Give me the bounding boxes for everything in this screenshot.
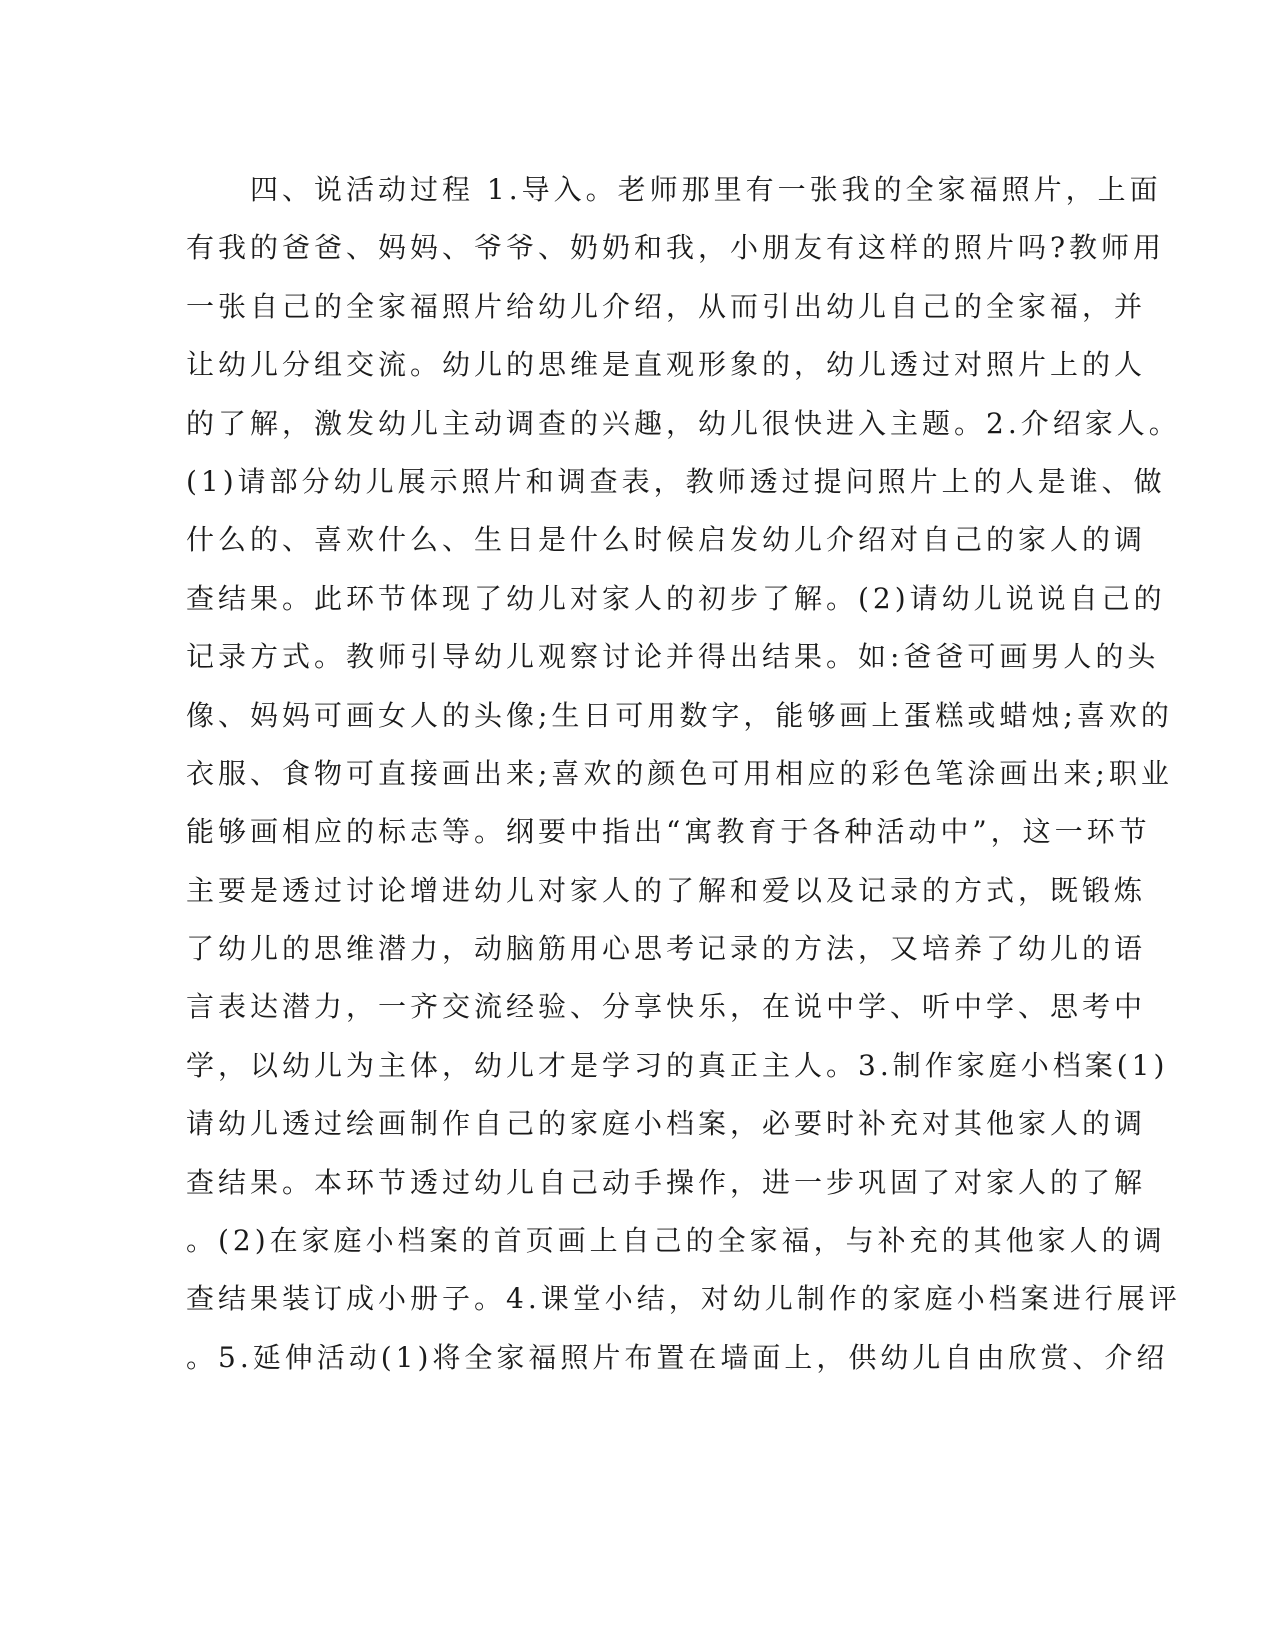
text-line: 查结果。本环节透过幼儿自己动手操作，进一步巩固了对家人的了解 [186,1165,1147,1199]
text-line: 有我的爸爸、妈妈、爷爷、奶奶和我，小朋友有这样的照片吗?教师用 [186,231,1166,265]
text-line: (1)请部分幼儿展示照片和调查表，教师透过提问照片上的人是谁、做 [186,464,1166,498]
text-line: 让幼儿分组交流。幼儿的思维是直观形象的，幼儿透过对照片上的人 [186,348,1147,382]
text-line: 一张自己的全家福照片给幼儿介绍，从而引出幼儿自己的全家福，并 [186,289,1147,323]
text-line: 衣服、食物可直接画出来;喜欢的颜色可用相应的彩色笔涂画出来;职业 [186,756,1173,790]
text-line: 。(2)在家庭小档案的首页画上自己的全家福，与补充的其他家人的调 [186,1224,1166,1258]
text-line: 能够画相应的标志等。纲要中指出“寓教育于各种活动中”，这一环节 [186,815,1151,849]
text-line: 的了解，激发幼儿主动调查的兴趣，幼儿很快进入主题。2.介绍家人。 [186,406,1181,440]
text-line: 查结果。此环节体现了幼儿对家人的初步了解。(2)请幼儿说说自己的 [186,581,1166,615]
text-line: 什么的、喜欢什么、生日是什么时候启发幼儿介绍对自己的家人的调 [186,523,1147,557]
text-line: 。5.延伸活动(1)将全家福照片布置在墙面上，供幼儿自由欣赏、介绍 [186,1340,1169,1374]
text-line: 请幼儿透过绘画制作自己的家庭小档案，必要时补充对其他家人的调 [186,1107,1147,1141]
text-line: 学，以幼儿为主体，幼儿才是学习的真正主人。3.制作家庭小档案(1) [186,1048,1169,1082]
text-line: 主要是透过讨论增进幼儿对家人的了解和爱以及记录的方式，既锻炼 [186,873,1147,907]
text-line: 记录方式。教师引导幼儿观察讨论并得出结果。如:爸爸可画男人的头 [186,640,1160,674]
text-line: 像、妈妈可画女人的头像;生日可用数字，能够画上蛋糕或蜡烛;喜欢的 [186,698,1173,732]
body-text [186,161,1181,1387]
text-line: 了幼儿的思维潜力，动脑筋用心思考记录的方法，又培养了幼儿的语 [186,932,1147,966]
text-line: 言表达潜力，一齐交流经验、分享快乐，在说中学、听中学、思考中 [186,990,1147,1024]
text-line: 四、说活动过程 1.导入。老师那里有一张我的全家福照片，上面 [186,173,1162,206]
text-line: 查结果装订成小册子。4.课堂小结，对幼儿制作的家庭小档案进行展评 [186,1282,1181,1316]
